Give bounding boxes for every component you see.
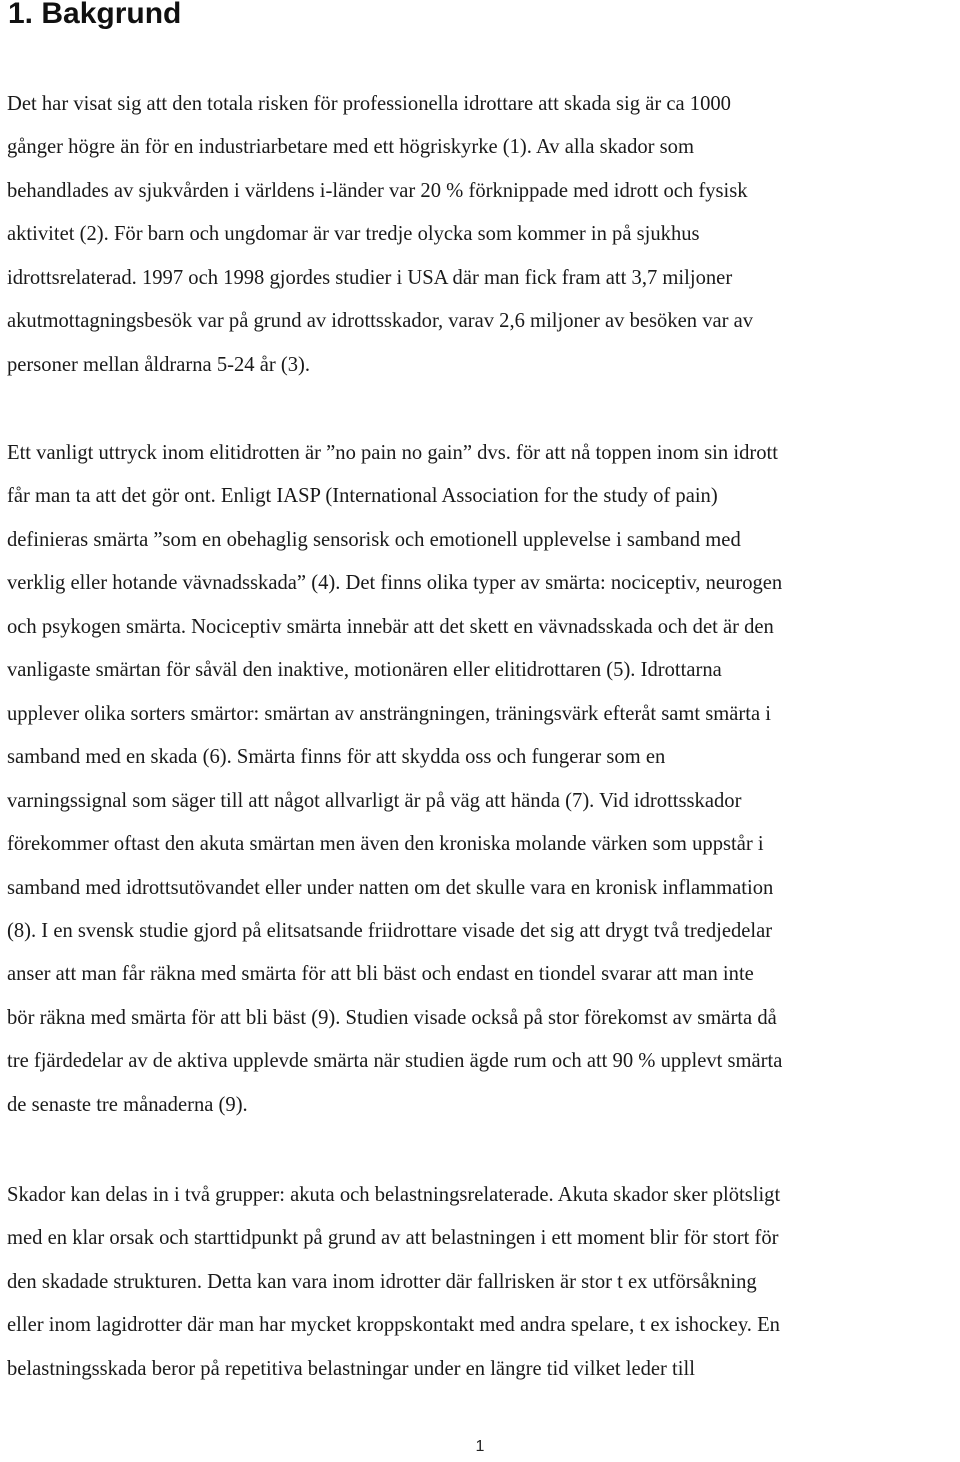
text-line: Ett vanligt uttryck inom elitidrotten är ”no pain no gain” dvs. för att nå toppen inom sin idrott — [7, 442, 778, 464]
text-line: aktivitet (2). För barn och ungdomar är var tredje olycka som kommer in på sjukhus — [7, 223, 700, 246]
text-line: vanligaste smärtan för såväl den inaktive, motionären eller elitidrottaren (5). Idrottarna — [7, 659, 722, 682]
text-line: tre fjärdedelar av de aktiva upplevde smärta när studien ägde rum och att 90 % upplevt smärta — [7, 1050, 783, 1073]
text-line: definieras smärta ”som en obehaglig sensorisk och emotionell upplevelse i samband med — [7, 528, 741, 551]
text-line: eller inom lagidrotter där man har mycket kroppskontakt med andra spelare, t ex ishockey. En — [7, 1314, 780, 1337]
text-line: behandlades av sjukvården i världens i-länder var 20 % förknippade med idrott och fysisk — [7, 179, 748, 202]
text-line: bör räkna med smärta för att bli bäst (9). Studien visade också på stor förekomst av smärta då — [7, 1006, 777, 1029]
text-line: belastningsskada beror på repetitiva belastningar under en längre tid vilket leder till — [7, 1357, 695, 1380]
text-line: verklig eller hotande vävnadsskada” (4). Det finns olika typer av smärta: nociceptiv, neurogen — [7, 572, 783, 595]
text-line: gånger högre än för en industriarbetare med ett högriskyrke (1). Av alla skador som — [7, 136, 694, 159]
page-number: 1 — [475, 1438, 485, 1455]
text-line: anser att man får räkna med smärta för att bli bäst och endast en tiondel svarar att man inte — [7, 963, 754, 986]
text-line: samband med idrottsutövandet eller under natten om det skulle vara en kronisk inflammation — [7, 876, 774, 899]
text-line: de senaste tre månaderna (9). — [7, 1093, 248, 1116]
text-line: varningssignal som säger till att något allvarligt är på väg att hända (7). Vid idrottsskador — [7, 789, 742, 812]
text-line: Det har visat sig att den totala risken för professionella idrottare att skada sig är ca 1000 — [7, 93, 731, 115]
text-line: den skadade strukturen. Detta kan vara inom idrotter där fallrisken är stor t ex utförsåkning — [7, 1270, 757, 1293]
text-line: (8). I en svensk studie gjord på elitsatsande friidrottare visade det sig att drygt två tredjedelar — [7, 919, 773, 942]
text-line: förekommer oftast den akuta smärtan men även den kroniska molande värken som uppstår i — [7, 833, 764, 856]
text-line: personer mellan åldrarna 5-24 år (3). — [7, 353, 311, 376]
text-line: Skador kan delas in i två grupper: akuta och belastningsrelaterade. Akuta skador sker plötsligt — [7, 1184, 781, 1206]
paragraph — [7, 432, 957, 1127]
text-line: akutmottagningsbesök var på grund av idrottsskador, varav 2,6 miljoner av besöken var av — [7, 310, 754, 333]
text-line: idrottsrelaterad. 1997 och 1998 gjordes studier i USA där man fick fram att 3,7 miljoner — [7, 266, 733, 289]
text-line: med en klar orsak och starttidpunkt på grund av att belastningen i ett moment blir för stort för — [7, 1227, 779, 1250]
text-line: och psykogen smärta. Nociceptiv smärta innebär att det skett en vävnadsskada och det är den — [7, 615, 774, 638]
text-line: får man ta att det gör ont. Enligt IASP (International Association for the study of pain) — [7, 485, 718, 508]
text-line: upplever olika sorters smärtor: smärtan av ansträngningen, träningsvärk efteråt samt smärta i — [7, 702, 772, 725]
paragraph — [7, 83, 957, 387]
section-heading: 1. Bakgrund — [8, 0, 182, 30]
paragraph — [7, 1174, 957, 1391]
text-line: samband med en skada (6). Smärta finns för att skydda oss och fungerar som en — [7, 746, 666, 769]
